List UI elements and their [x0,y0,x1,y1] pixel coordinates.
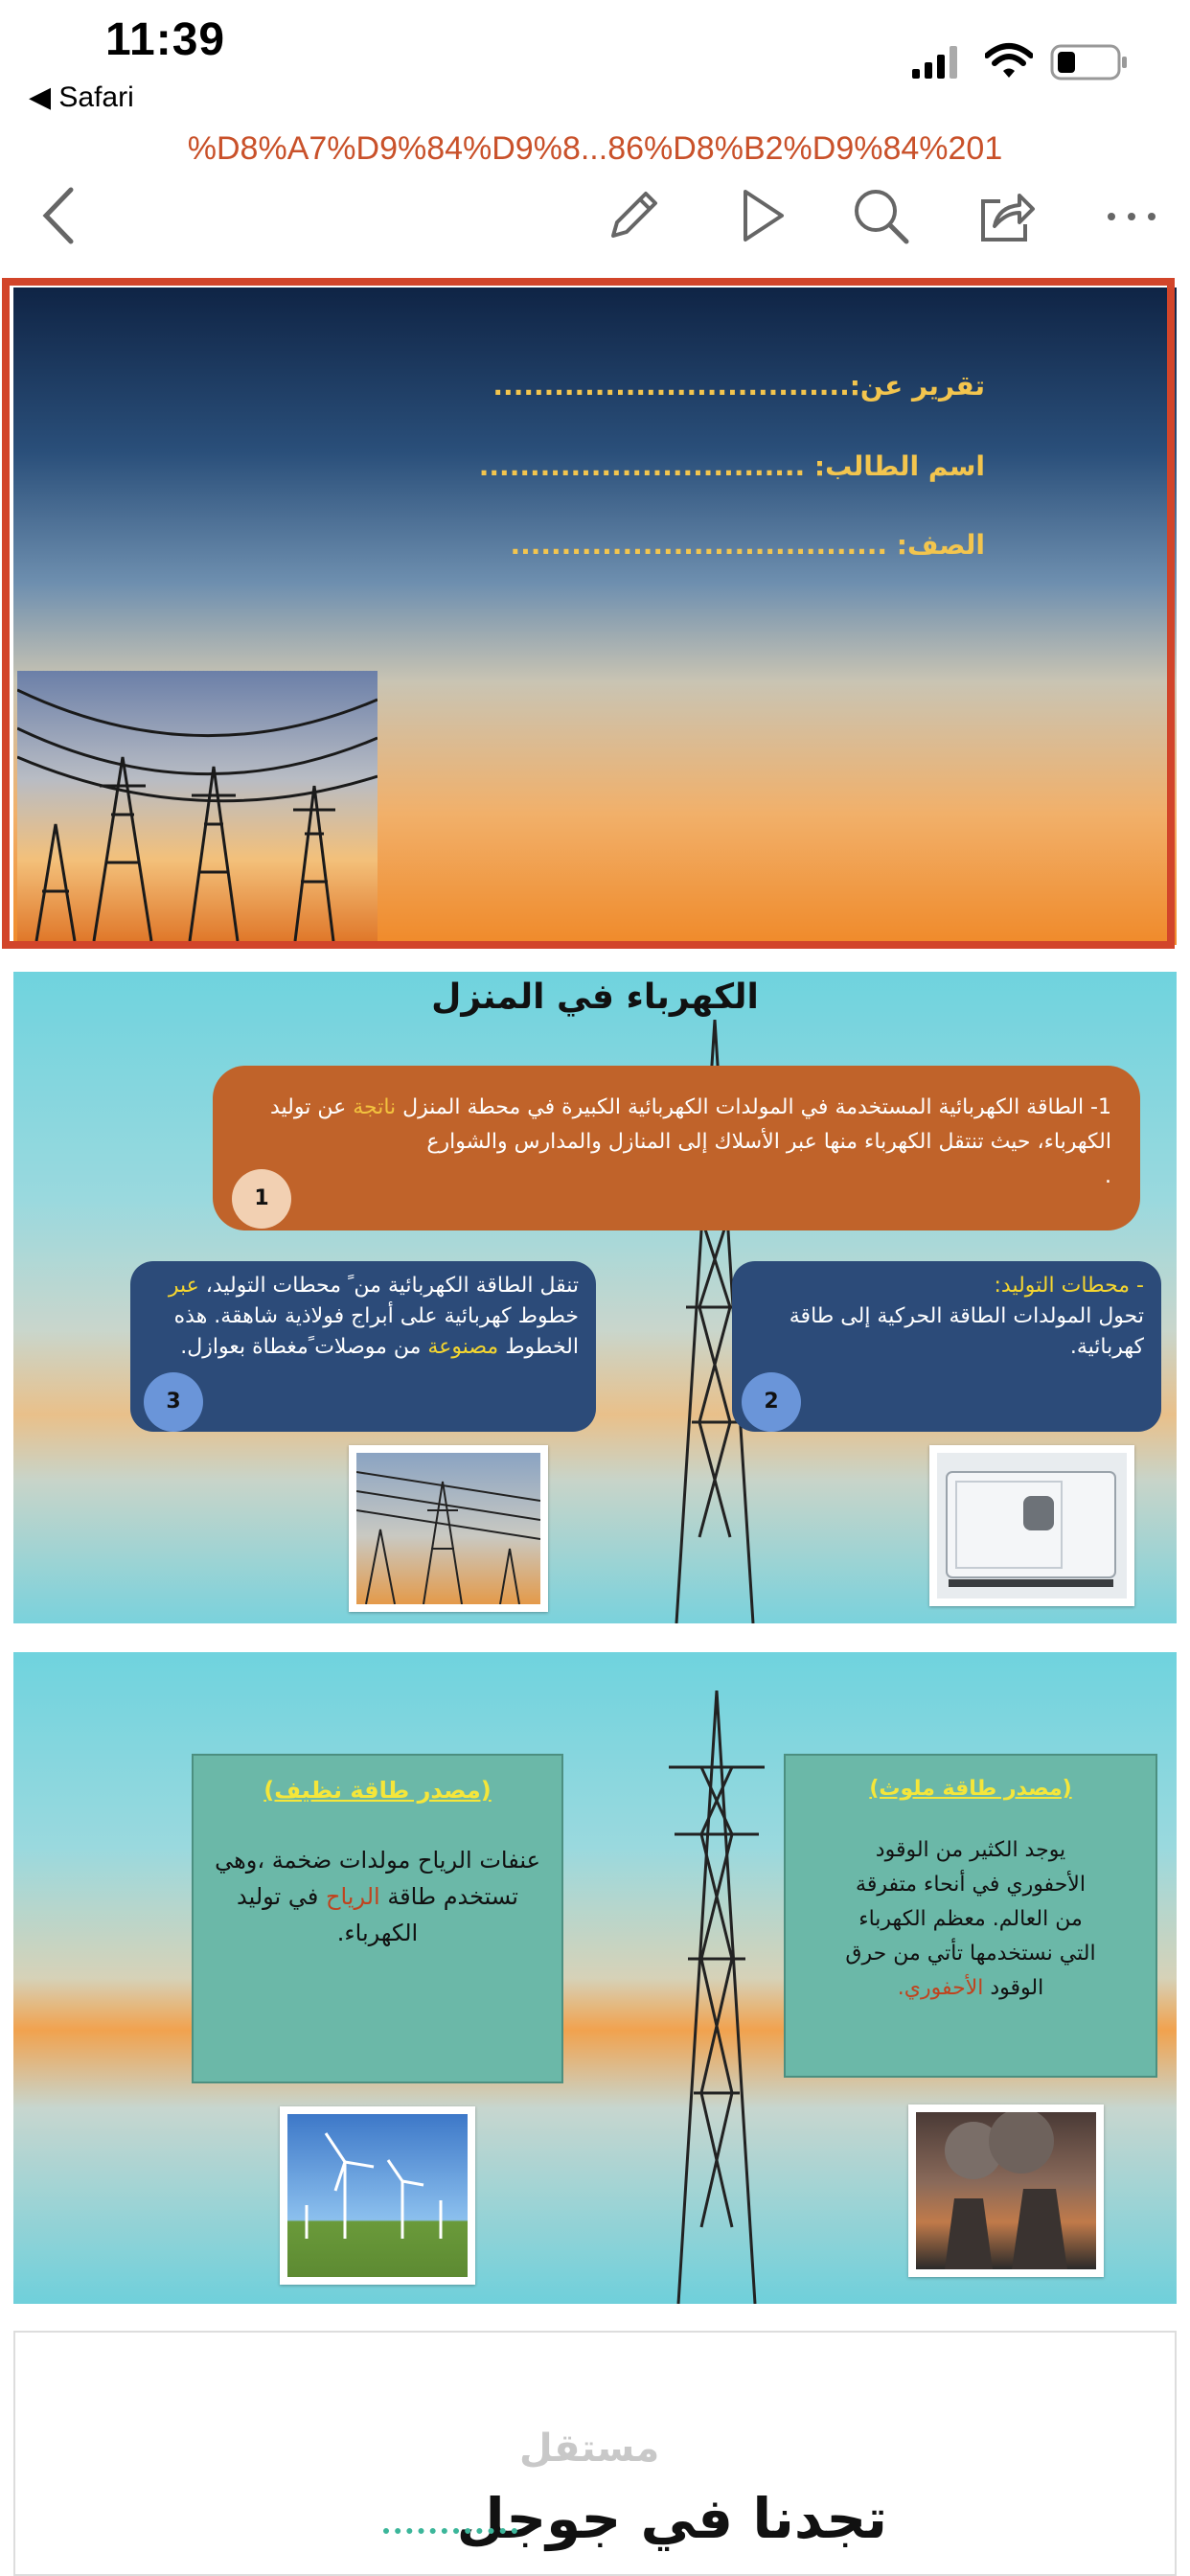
clean-highlight: الرياح [325,1883,380,1910]
number-badge-2: 2 [742,1372,801,1432]
transmission-towers-photo [349,1445,548,1612]
pylon-silhouette [659,1690,774,2304]
box1-highlight: ناتجة [353,1095,397,1119]
share-icon[interactable] [972,182,1039,249]
wind-turbines-photo [280,2106,475,2285]
slide-4-partial[interactable] [13,2331,1177,2576]
box3-highlight-2: مصنوعة [427,1335,499,1359]
box1-text-b: عن توليد الكهرباء، حيث تنتقل الكهرباء منها عبر الأسلاك إلى المنازل والمدارس والشوارع [269,1095,1111,1154]
info-box-1 [213,1066,1140,1230]
search-icon[interactable] [847,182,914,249]
polluting-text-a: يوجد الكثير من الوقود الأحفوري في أنحاء متفرقة من العالم. معظم الكهرباء التي نستخدمها تأتي من حرق الوقود [845,1838,1096,2000]
generator-photo [929,1445,1134,1606]
student-name-line: اسم الطالب: ................................ [478,450,985,482]
pencil-icon[interactable] [600,182,667,249]
box2-heading: - محطات التوليد: [994,1274,1144,1298]
number-badge-1: 1 [232,1169,291,1229]
box3-text-a: تنقل الطاقة الكهربائية من ً محطات التوليد، [198,1274,579,1298]
chevron-left-icon[interactable] [27,182,94,249]
slide-4-title: تجدنا في جوجل [456,2486,887,2551]
box3-highlight-1: عبر [168,1274,199,1298]
box1-text-c: . [1105,1164,1111,1188]
box1-text-a: 1- الطاقة الكهربائية المستخدمة في المولدات الكهربائية الكبيرة في محطة المنزل [396,1095,1111,1119]
box3-text-b: خطوط كهربائية على أبراج فولاذية شاهقة. هذه الخطوط [173,1304,579,1359]
clean-text-b: في توليد الكهرباء. [237,1883,419,1946]
polluting-energy-box [784,1754,1157,2078]
decorative-dots [383,2528,517,2543]
number-badge-3: 3 [144,1372,203,1432]
signal-icon [912,46,962,79]
clean-energy-text [194,1804,561,1951]
back-to-safari-link[interactable]: ◀ Safari [29,81,134,113]
play-icon[interactable] [728,182,795,249]
box3-text-c: من موصلات ًمغطاة بعوازل. [180,1335,428,1359]
clean-energy-heading: (مصدر طاقة نظيف) [263,1777,492,1804]
polluting-energy-text [786,1801,1156,2006]
slide-3-energy-sources[interactable] [13,1652,1177,2304]
wifi-icon [985,42,1033,80]
clean-text-a: عنفات الرياح مولدات ضخمة ،وهي تستخدم طاقة [215,1847,540,1910]
battery-icon [1050,44,1129,80]
slide-2-title: الكهرباء في المنزل [431,978,759,1017]
slide-2-electricity-at-home[interactable] [13,972,1177,1623]
watermark-logo: مستقل [519,2426,660,2471]
status-time: 11:39 [105,14,226,65]
polluting-energy-heading: (مصدر طاقة ملوث) [869,1777,1072,1801]
selected-slide-border [2,278,1175,949]
box2-text: تحول المولدات الطاقة الحركية إلى طاقة كهربائية. [789,1304,1144,1359]
report-about-line: تقرير عن:................................... [492,370,985,402]
clean-energy-box [192,1754,563,2083]
power-plant-smoke-photo [908,2104,1104,2277]
more-icon[interactable] [1098,182,1165,249]
url-bar[interactable]: %D8%A7%D9%84%D9%8...86%D8%B2%D9%84%201 [187,130,1003,167]
class-line: الصف: ..................................... [510,529,985,561]
polluting-highlight: الأحفوري. [897,1976,984,2000]
